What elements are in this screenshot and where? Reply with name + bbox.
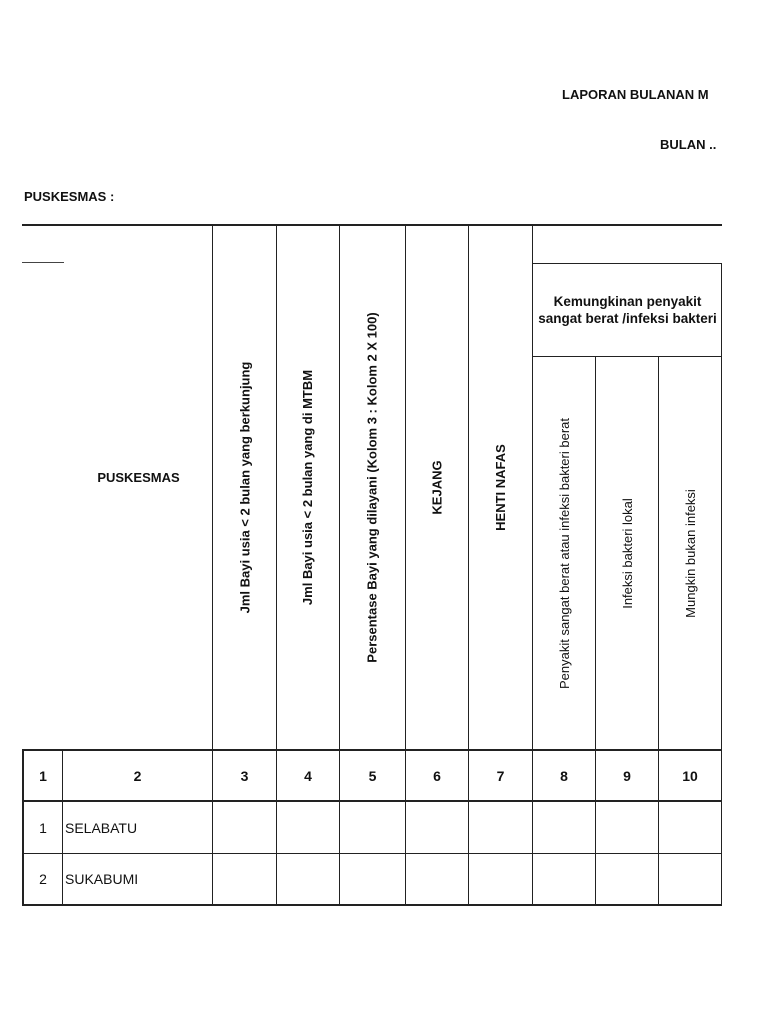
column-header-mtbm <box>277 226 339 749</box>
column-header-kejang <box>406 226 468 749</box>
subheader-local-infection <box>596 357 658 749</box>
column-number: 3 <box>240 767 249 784</box>
row-puskesmas-name: SUKABUMI <box>65 871 139 887</box>
column-header-visits-text: Jml Bayi usia < 2 bulan yang berkunjung <box>237 361 253 614</box>
column-header-kejang-text: KEJANG <box>429 460 445 515</box>
column-number: 6 <box>433 767 441 784</box>
subheader-no-infection <box>659 357 721 749</box>
subheader-severe-infection <box>533 357 595 749</box>
column-header-mtbm-text: Jml Bayi usia < 2 bulan yang di MTBM <box>300 369 316 606</box>
report-title: LAPORAN BULANAN M <box>562 87 709 102</box>
row-puskesmas-name: SELABATU <box>65 819 138 836</box>
subheader-severe-infection-text: Penyakit sangat berat atau infeksi bakteri berat <box>556 417 572 689</box>
column-number: 5 <box>368 767 377 784</box>
column-header-henti-nafas-text: HENTI NAFAS <box>493 444 509 531</box>
column-number: 2 <box>133 767 142 784</box>
puskesmas-label: PUSKESMAS : <box>24 189 115 204</box>
row-number: 2 <box>39 871 47 887</box>
row-number: 1 <box>39 819 47 836</box>
puskesmas-column-header: PUSKESMAS <box>97 470 180 485</box>
column-header-henti-nafas <box>469 226 532 749</box>
column-header-visits <box>213 226 276 749</box>
group-header-infection: Kemungkinan penyakit sangat berat /infeksi bakteri <box>538 293 717 326</box>
column-header-percentage <box>340 226 405 749</box>
column-number: 1 <box>39 767 47 784</box>
column-number: 8 <box>560 767 568 784</box>
month-label: BULAN .. <box>660 137 717 152</box>
column-number: 4 <box>304 767 312 784</box>
subheader-no-infection-text: Mungkin bukan infeksi <box>682 488 698 618</box>
subheader-local-infection-text: Infeksi bakteri lokal <box>619 497 635 609</box>
column-number: 10 <box>682 767 698 784</box>
column-number: 9 <box>623 767 631 784</box>
corner-mark <box>22 262 64 263</box>
column-number: 7 <box>496 767 505 784</box>
column-header-percentage-text: Persentase Bayi yang dilayani (Kolom 3 : Kolom 2 X 100) <box>365 312 380 663</box>
